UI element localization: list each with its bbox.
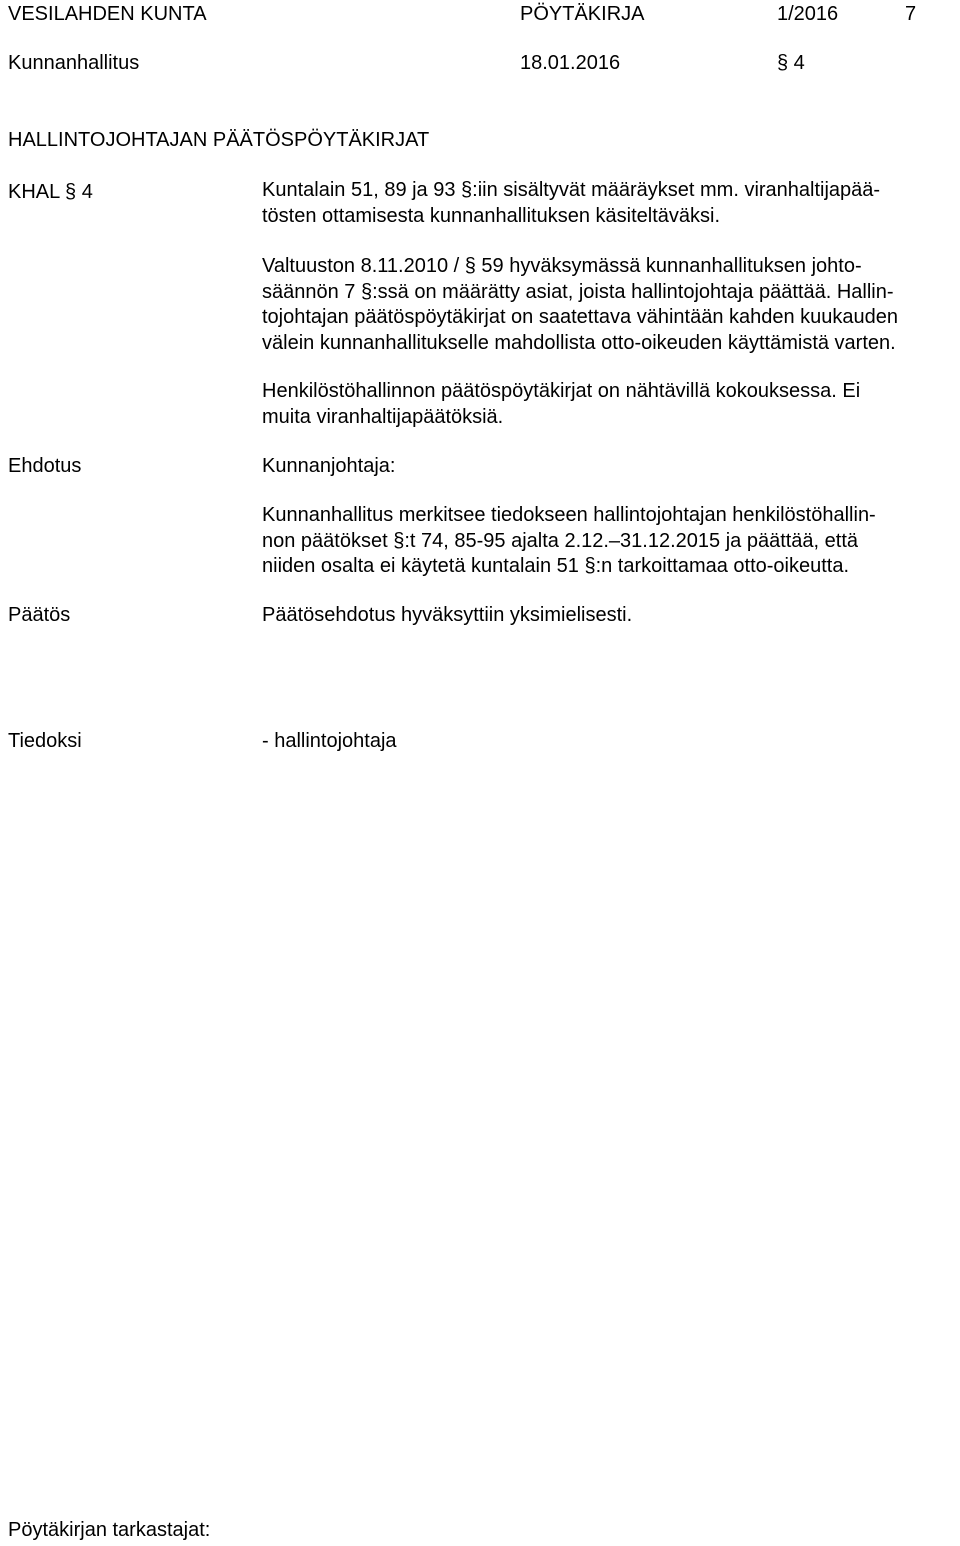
reviewers-label: Pöytäkirjan tarkastajat: (8, 1519, 211, 1541)
paragraph-legal-basis (262, 178, 952, 229)
page-number: 7 (905, 3, 917, 25)
text-line: Valtuuston 8.11.2010 / § 59 hyväksymässä kunnanhallituksen johto- (262, 255, 862, 277)
text-line: muita viranhaltijapäätöksiä. (262, 405, 504, 428)
decision-text: Päätösehdotus hyväksyttiin yksimielisesti. (262, 604, 633, 626)
proposal-author: Kunnanjohtaja: (262, 455, 396, 477)
meeting-date: 18.01.2016 (520, 52, 621, 74)
text-line: niiden osalta ei käytetä kuntalain 51 §:n tarkoittamaa otto-oikeutta. (262, 555, 850, 577)
text-line: Kunnanhallitus merkitsee tiedokseen hallintojohtajan henkilöstöhallin- (262, 504, 876, 526)
governing-body: Kunnanhallitus (8, 52, 140, 74)
text-line: non päätökset §:t 74, 85-95 ajalta 2.12.–31.12.2015 ja päättää, että (262, 529, 859, 552)
proposal-text (262, 503, 952, 580)
item-reference: KHAL § 4 (8, 181, 93, 203)
section-number: § 4 (777, 52, 805, 74)
proposal-label: Ehdotus (8, 455, 82, 477)
municipality-name: VESILAHDEN KUNTA (8, 3, 207, 25)
text-line: tojohtajan päätöspöytäkirjat on saatettava vähintään kahden kuukauden (262, 306, 899, 328)
text-line: Henkilöstöhallinnon päätöspöytäkirjat on nähtävillä kokouksessa. Ei (262, 380, 861, 402)
item-title: HALLINTOJOHTAJAN PÄÄTÖSPÖYTÄKIRJAT (8, 129, 430, 151)
document-type: PÖYTÄKIRJA (520, 3, 645, 25)
text-line: välein kunnanhallitukselle mahdollista otto-oikeuden käyttämistä varten. (262, 331, 896, 354)
notification-label: Tiedoksi (8, 730, 82, 752)
document-number: 1/2016 (777, 3, 839, 25)
notification-recipient: - hallintojohtaja (262, 730, 397, 752)
text-line: säännön 7 §:ssä on määrätty asiat, joista hallintojohtaja päättää. Hallin- (262, 280, 894, 303)
paragraph-hr-decisions (262, 379, 952, 430)
text-line: Kuntalain 51, 89 ja 93 §:iin sisältyvät määräykset mm. viranhaltijapää- (262, 179, 881, 201)
decision-label: Päätös (8, 604, 71, 626)
paragraph-rules (262, 254, 952, 356)
text-line: tösten ottamisesta kunnanhallituksen käsiteltäväksi. (262, 204, 721, 227)
